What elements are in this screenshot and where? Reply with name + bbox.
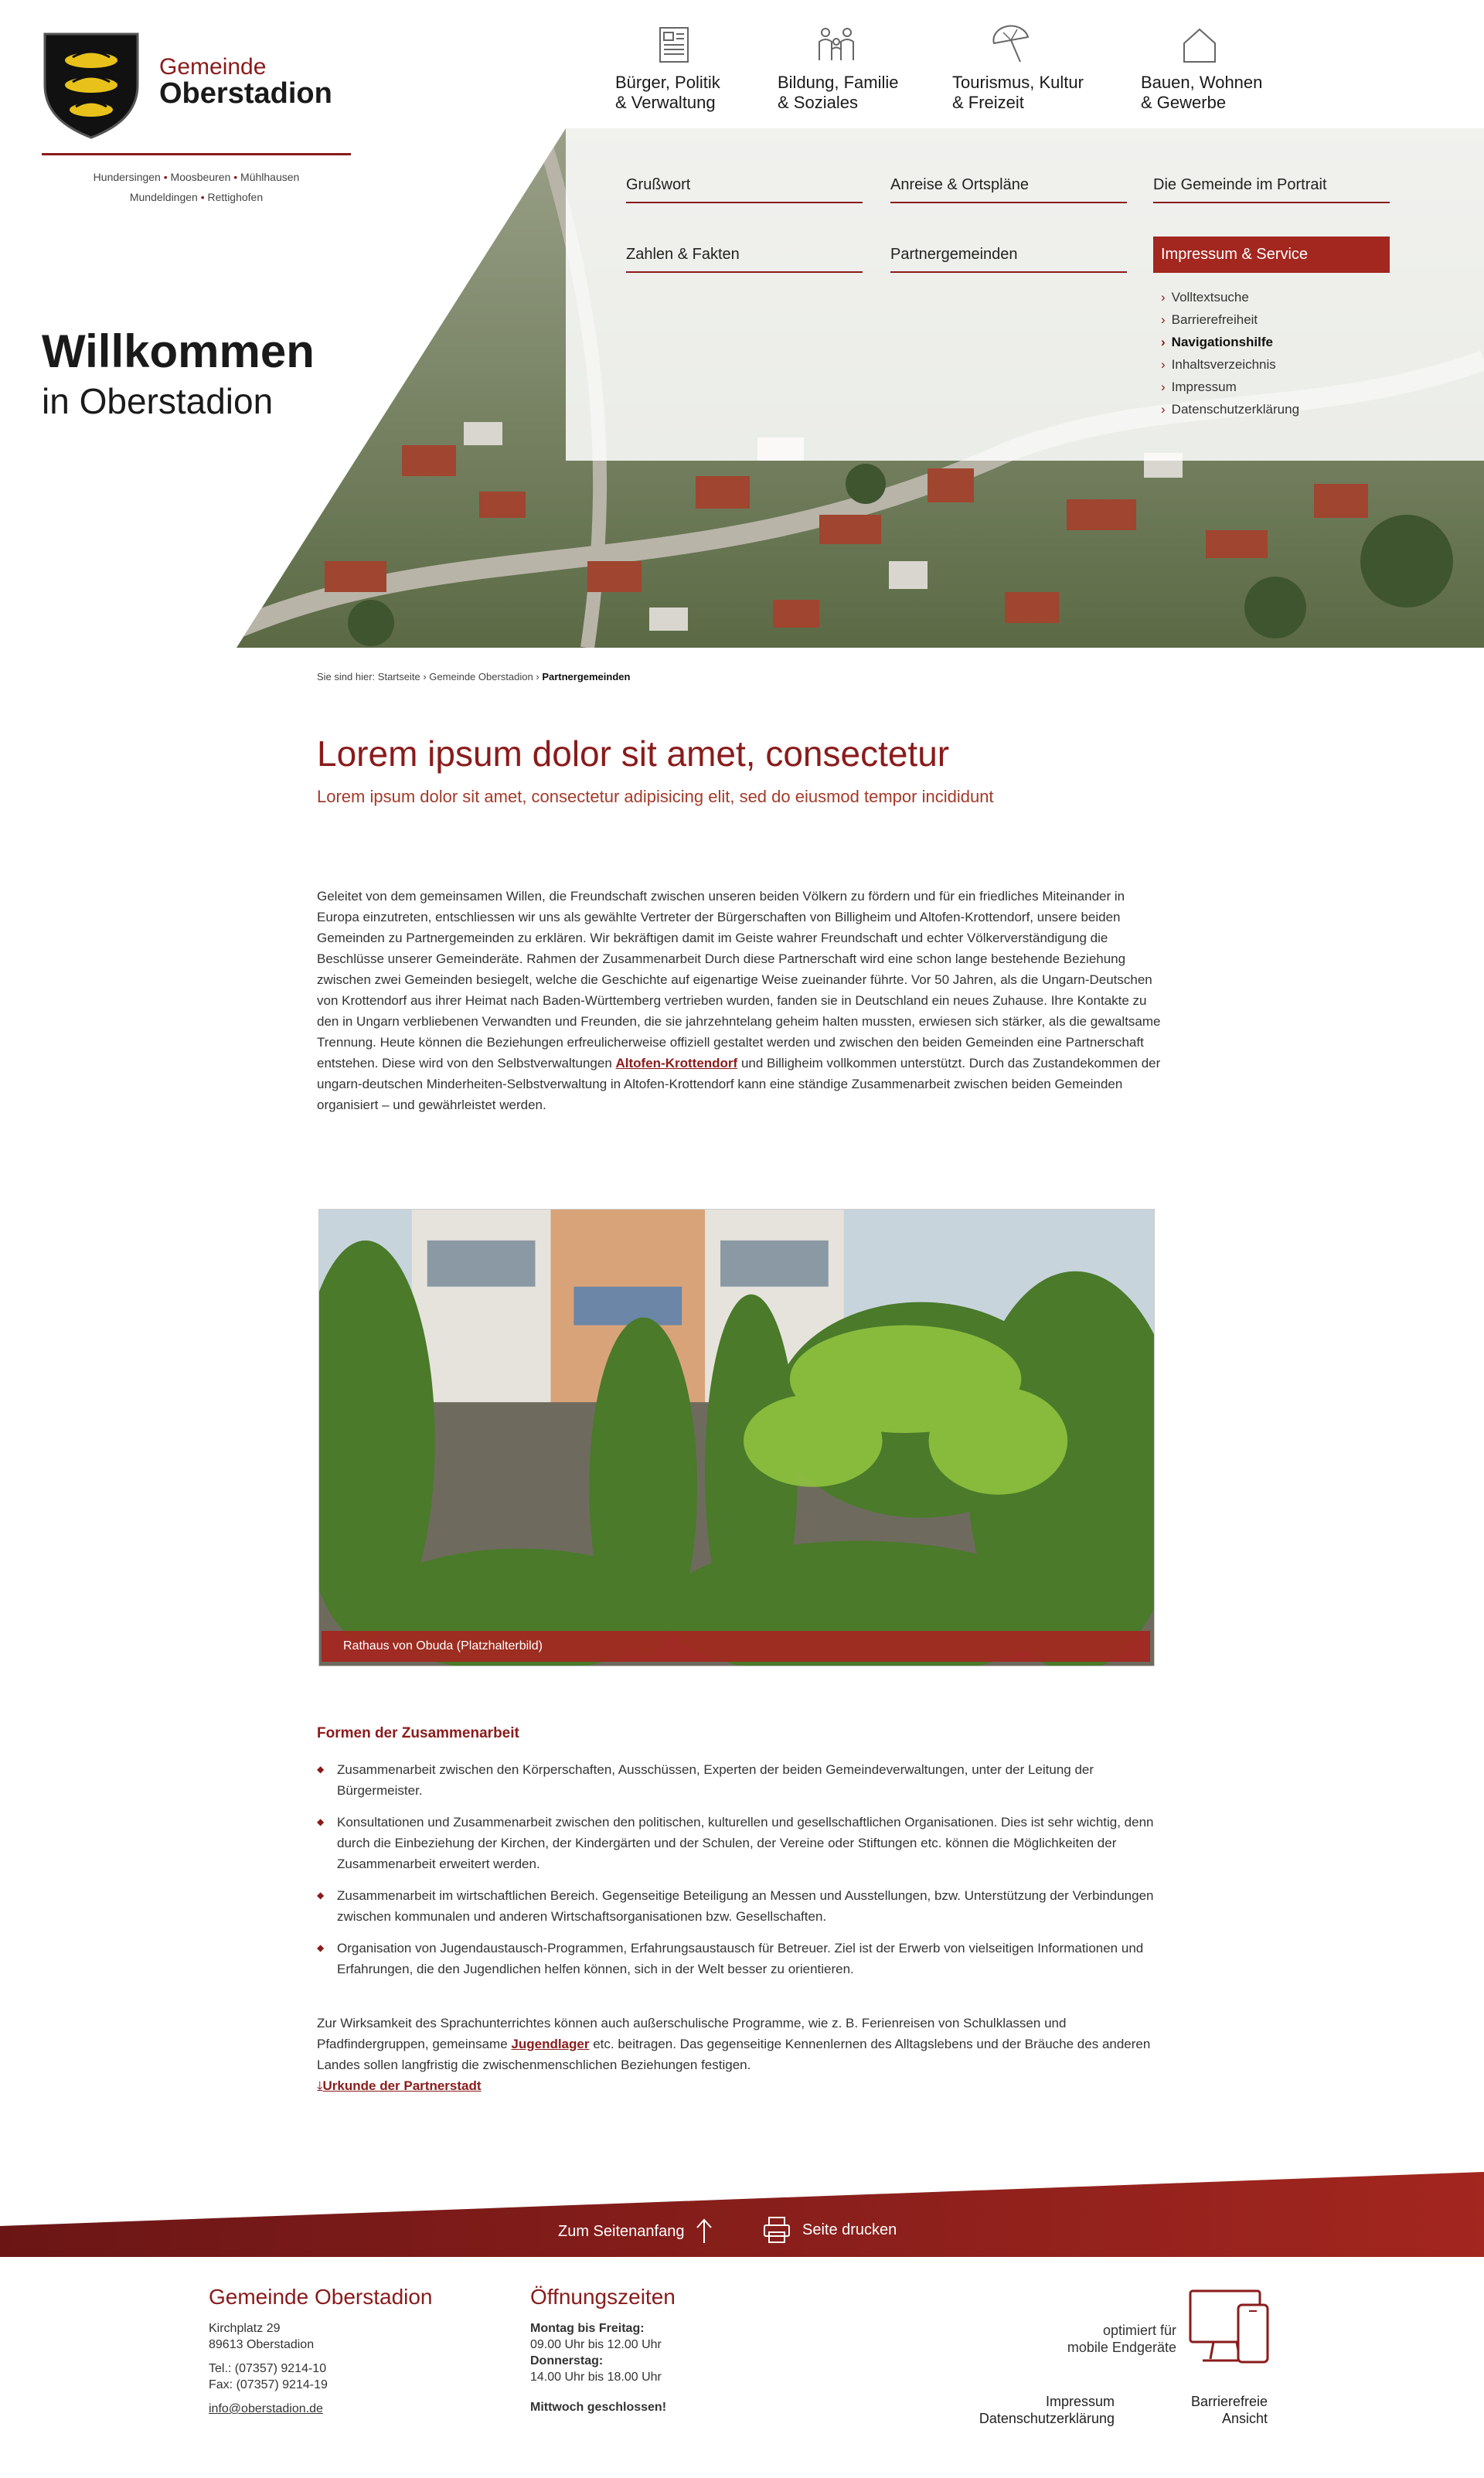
footer-hours-title: Öffnungszeiten bbox=[530, 2285, 676, 2309]
photo-caption: Rathaus von Obuda (Platzhalterbild) bbox=[322, 1631, 1150, 1662]
village-separator: • bbox=[163, 171, 168, 183]
brand-name[interactable]: Oberstadion bbox=[159, 77, 332, 110]
service-submenu bbox=[1161, 286, 1299, 420]
mega-item-zahlen[interactable]: Zahlen & Fakten bbox=[626, 246, 863, 273]
link-altofen-krottendorf[interactable]: Altofen-Krottendorf bbox=[615, 1056, 738, 1071]
arrow-up-icon bbox=[695, 2218, 713, 2245]
topnav-label: Bürger, Politik & Verwaltung bbox=[615, 73, 720, 112]
submenu-item[interactable] bbox=[1161, 353, 1299, 376]
chevron-right-icon: › bbox=[1161, 290, 1166, 305]
village-name: Rettighofen bbox=[207, 191, 264, 203]
newspaper-icon bbox=[652, 23, 696, 66]
printer-icon bbox=[762, 2215, 791, 2245]
hours-thursday-label: Donnerstag: bbox=[530, 2354, 604, 2367]
footer-legal-links bbox=[943, 2393, 1115, 2427]
village-separator: • bbox=[200, 191, 205, 203]
breadcrumb bbox=[317, 671, 630, 682]
submenu-label: Impressum bbox=[1171, 380, 1237, 394]
submenu-label: Volltextsuche bbox=[1171, 290, 1249, 305]
list-item: ◆ Zusammenarbeit zwischen den Körperschaften, Ausschüssen, Experten der beiden Gemeindeverwaltungen, unter der Leitung der Bürgermeister. bbox=[317, 1759, 1167, 1801]
chevron-right-icon: › bbox=[1161, 357, 1166, 372]
family-icon bbox=[815, 23, 858, 66]
village-name: Mundeldingen bbox=[129, 191, 198, 203]
body-paragraph bbox=[317, 886, 1167, 1115]
footer-opening-hours bbox=[530, 2285, 676, 2415]
footer-street: Kirchplatz 29 bbox=[209, 2322, 281, 2335]
submenu-label: Inhaltsverzeichnis bbox=[1171, 357, 1276, 372]
hero-subtitle: in Oberstadion bbox=[42, 381, 274, 421]
topnav-tourismus-kultur[interactable] bbox=[952, 23, 1084, 113]
link-urkunde[interactable]: Urkunde der Partnerstadt bbox=[322, 2078, 482, 2093]
print-label: Seite drucken bbox=[802, 2221, 897, 2238]
mega-item-partnergemeinden[interactable]: Partnergemeinden bbox=[890, 246, 1127, 273]
list-item: ◆ Organisation von Jugendaustausch-Programmen, Erfahrungsaustausch für Betreuer. Ziel ist der Erwerb von vielseitigen Informationen und Erfahrungen, die den Jugendlichen helfen können, sich in der Welt besser zu orientieren. bbox=[317, 1938, 1167, 1979]
submenu-item[interactable] bbox=[1161, 398, 1299, 420]
mega-menu-panel bbox=[566, 128, 1484, 461]
hours-weekday-value: 09.00 Uhr bis 12.00 Uhr bbox=[530, 2338, 662, 2351]
footer-accessible-view-link[interactable] bbox=[1159, 2393, 1268, 2427]
download-icon: ⤓ bbox=[317, 2078, 323, 2093]
mega-item-impressum-service[interactable]: Impressum & Service bbox=[1153, 237, 1390, 273]
mega-item-portrait[interactable]: Die Gemeinde im Portrait bbox=[1153, 176, 1390, 203]
accessible-view-label: Barrierefreie bbox=[1190, 2394, 1268, 2409]
footer-contact bbox=[209, 2285, 433, 2417]
list-item: ◆ Konsultationen und Zusammenarbeit zwischen den politischen, kulturellen und gesellschaftlichen Organisationen. Dies ist sehr wichtig, denn durch die Einbeziehung der Kirchen, der Kindergärten und der Schulen, der Vereine oder Stiftungen etc. können die Möglichkeiten der Zusammenarbeit erweitert werden. bbox=[317, 1812, 1167, 1874]
topnav-label: Bauen, Wohnen & Gewerbe bbox=[1141, 73, 1263, 112]
chevron-right-icon: › bbox=[1161, 335, 1166, 349]
closing-text-part: etc. beitragen. Das gegenseitige Kennenlernen des Alltagslebens und der Bräuche des anderen Landes sollen langfristig die zwischenmenschlichen Beziehungen festigen. bbox=[317, 2037, 1151, 2072]
cooperation-list bbox=[317, 1759, 1167, 1990]
hero-title: Willkommen bbox=[42, 325, 315, 377]
breadcrumb-separator: › bbox=[536, 671, 539, 682]
topnav-buerger-politik[interactable] bbox=[615, 23, 720, 113]
submenu-label: Navigationshilfe bbox=[1171, 335, 1273, 349]
hours-weekday-label: Montag bis Freitag: bbox=[530, 2322, 645, 2335]
village-name: Moosbeuren bbox=[170, 171, 231, 183]
footer-impressum-link[interactable]: Impressum bbox=[1045, 2394, 1115, 2409]
scroll-to-top-button[interactable] bbox=[558, 2218, 713, 2245]
section-heading: Formen der Zusammenarbeit bbox=[317, 1725, 519, 1741]
hours-thursday-value: 14.00 Uhr bis 18.00 Uhr bbox=[530, 2371, 662, 2384]
closing-paragraph bbox=[317, 2013, 1167, 2096]
submenu-label: Barrierefreiheit bbox=[1171, 312, 1258, 327]
to-top-label: Zum Seitenanfang bbox=[558, 2222, 685, 2240]
mobile-optimized-note bbox=[1005, 2322, 1176, 2356]
closing-text bbox=[317, 2013, 1167, 2075]
body-text: und Billigheim vollkommen unterstützt. Durch das Zustandekommen der ungarn-deutschen Minderheiten-Selbstverwaltung in Altofen-Krottendorf kann eine ständige Zusammenarbeit zwischen beiden Gemeinden organisiert – und gewährleistet werden. bbox=[317, 1056, 1161, 1112]
page-lead: Lorem ipsum dolor sit amet, consectetur adipisicing elit, sed do eiusmod tempor incididunt bbox=[317, 787, 994, 806]
footer-contact-title: Gemeinde Oberstadion bbox=[209, 2285, 433, 2309]
mobile-devices-icon bbox=[1187, 2288, 1272, 2368]
chevron-right-icon: › bbox=[1161, 402, 1166, 417]
house-icon bbox=[1178, 23, 1221, 66]
village-name: Mühlhausen bbox=[240, 171, 300, 183]
brand-gemeinde-label[interactable]: Gemeinde bbox=[159, 54, 267, 80]
village-name: Hundersingen bbox=[93, 171, 161, 183]
umbrella-icon bbox=[989, 23, 1033, 66]
breadcrumb-current: Partnergemeinden bbox=[542, 671, 631, 682]
footer-band bbox=[0, 2172, 1484, 2257]
submenu-item-current[interactable] bbox=[1161, 331, 1299, 353]
village-separator: • bbox=[233, 171, 238, 183]
footer-datenschutz-link[interactable]: Datenschutzerklärung bbox=[979, 2411, 1115, 2426]
coat-of-arms-logo[interactable] bbox=[42, 31, 141, 139]
page-title: Lorem ipsum dolor sit amet, consectetur bbox=[317, 734, 950, 774]
mega-item-grusswort[interactable]: Grußwort bbox=[626, 176, 863, 203]
topnav-label: Bildung, Familie & Soziales bbox=[778, 73, 899, 112]
breadcrumb-separator: › bbox=[423, 671, 427, 682]
submenu-item[interactable] bbox=[1161, 286, 1299, 308]
breadcrumb-link-gemeinde[interactable]: Gemeinde Oberstadion bbox=[429, 671, 533, 682]
hours-wednesday-closed: Mittwoch geschlossen! bbox=[530, 2401, 667, 2414]
footer-phone[interactable]: Tel.: (07357) 9214-10 bbox=[209, 2362, 327, 2375]
footer-fax: Fax: (07357) 9214-19 bbox=[209, 2378, 328, 2391]
submenu-item[interactable] bbox=[1161, 308, 1299, 331]
closing-text-part: Zur Wirksamkeit des Sprachunterrichtes können auch außerschulische Programme, wie z. B. Ferienreisen von Schulklassen und Pfadfindergruppen, gemeinsame bbox=[317, 2016, 1067, 2051]
footer-email-link[interactable]: info@oberstadion.de bbox=[209, 2402, 323, 2415]
chevron-right-icon: › bbox=[1161, 380, 1166, 394]
town-hall-photo bbox=[318, 1209, 1155, 1666]
breadcrumb-link-start[interactable]: Startseite bbox=[377, 671, 420, 682]
topnav-bauen-wohnen[interactable] bbox=[1141, 23, 1262, 113]
list-item: ◆ Zusammenarbeit im wirtschaftlichen Bereich. Gegenseitige Beteiligung an Messen und Ausstellungen, bzw. Unterstützung der Verbindungen zwischen kommunalen und anderen Wirtschaftsorganisationen bzw. Gesellschaften. bbox=[317, 1885, 1167, 1927]
chevron-right-icon: › bbox=[1161, 312, 1166, 327]
breadcrumb-prefix: Sie sind hier: bbox=[317, 671, 376, 682]
topnav-bildung-familie[interactable] bbox=[778, 23, 899, 113]
accessible-view-label: Ansicht bbox=[1221, 2411, 1268, 2426]
body-text: Geleitet von dem gemeinsamen Willen, die Freundschaft zwischen unseren beiden Völkern zu fördern und für ein friedliches Miteinander in Europa einzutreten, entschliessen wir uns als gewählte Vertreter der Bürgerschaften von Billigheim und Altofen-Krottendorf, unsere beiden Gemeinden zu Partnergemeinden zu erklären. Wir bekräftigen damit im Geiste wahrer Freundschaft und echter Völkerverständigung die Beschlüsse unserer Gemeinderäte. Rahmen der Zusammenarbeit Durch diese Partnerschaft wird eine schon lange bestehende Beziehung zwischen zwei Gemeinden besiegelt, welche die Geschichte auf eigenartige Weise zueinander führte. Vor 50 Jahren, als die Ungarn-Deutschen von Krottendorf aus ihrer Heimat nach Baden-Württemberg vertrieben wurden, fanden sie in Deutschland ein neues Zuhause. Ihre Kontakte zu den in Ungarn verbliebenen Verwandten und Freunden, die sie jahrzehntelang geheim halten mussten, erwiesen sich stärker, als die gewaltsame Trennung. Heute können die Beziehungen erfreulicherweise offiziell gestaltet werden und zwischen den beiden Gemeinden eine Partnerschaft entstehen. Diese wird von den Selbstverwaltungen bbox=[317, 889, 1161, 1071]
mobile-note-line: optimiert für bbox=[1102, 2323, 1176, 2338]
mobile-note-line: mobile Endgeräte bbox=[1067, 2340, 1176, 2355]
footer-city: 89613 Oberstadion bbox=[209, 2338, 315, 2351]
submenu-label: Datenschutzerklärung bbox=[1171, 402, 1300, 417]
print-page-button[interactable] bbox=[762, 2215, 897, 2245]
mega-item-anreise[interactable]: Anreise & Ortspläne bbox=[890, 176, 1127, 203]
submenu-item[interactable] bbox=[1161, 376, 1299, 398]
topnav-label: Tourismus, Kultur & Freizeit bbox=[952, 73, 1084, 112]
link-jugendlager[interactable]: Jugendlager bbox=[511, 2037, 590, 2051]
